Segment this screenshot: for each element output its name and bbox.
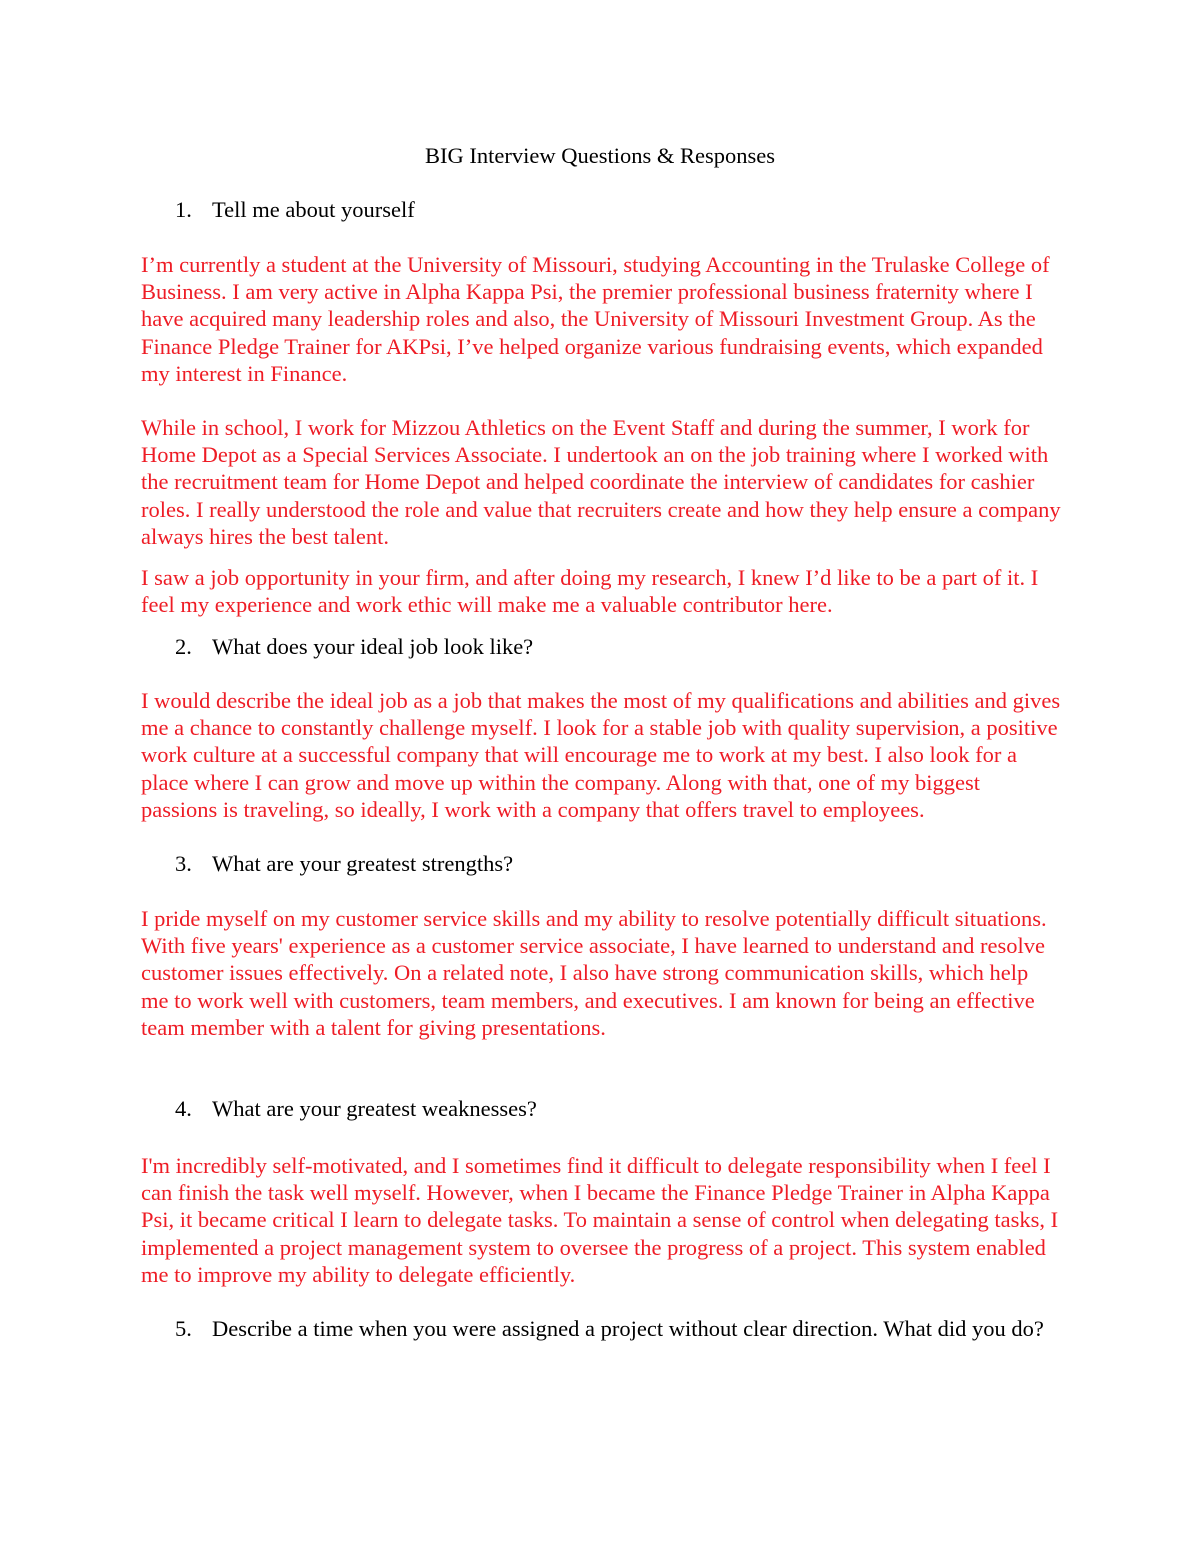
answer-paragraph: [141, 414, 1061, 550]
answer-text: I saw a job opportunity in your firm, and after doing my research, I knew I’d like to be a part of it. I feel my experience and work ethic will make me a valuable contributor here.: [141, 565, 1039, 618]
question-number: 5.: [175, 1316, 192, 1341]
answer-text: I’m currently a student at the University of Missouri, studying Accounting in the Trulaske College of Business. I am very active in Alpha Kappa Psi, the premier professional business fraternity where I have acquired many leadership roles and also, the University of Missouri Investment Group. As the Finance Pledge Trainer for AKPsi, I’ve helped organize various fundraising events, which expanded my interest in Finance.: [141, 252, 1050, 386]
document-title: BIG Interview Questions & Responses: [425, 143, 775, 168]
question-3: [175, 850, 1075, 877]
question-1: [175, 196, 1075, 223]
question-2: [175, 633, 1075, 660]
answer-paragraph: [141, 687, 1061, 823]
answer-text: I would describe the ideal job as a job that makes the most of my qualifications and abilities and gives me a chance to constantly challenge myself. I look for a stable job with quality supervision, a positive work culture at a successful company that will encourage me to work at my best. I also look for a place where I can grow and move up within the company. Along with that, one of my biggest passions is traveling, so ideally, I work with a company that offers travel to employees.: [141, 688, 1061, 822]
question-text: Tell me about yourself: [212, 197, 415, 222]
answer-paragraph: [141, 251, 1061, 387]
answer-paragraph: [141, 564, 1061, 618]
question-number: 4.: [175, 1096, 192, 1121]
answer-text: I'm incredibly self-motivated, and I sometimes find it difficult to delegate responsibility when I feel I can finish the task well myself. However, when I became the Finance Pledge Trainer in Alpha Kappa Psi, it became critical I learn to delegate tasks. To maintain a sense of control when delegating tasks, I implemented a project management system to oversee the progress of a project. This system enabled me to improve my ability to delegate efficiently.: [141, 1153, 1059, 1287]
question-text: What are your greatest strengths?: [212, 851, 514, 876]
question-number: 3.: [175, 851, 192, 876]
question-text: What does your ideal job look like?: [212, 634, 534, 659]
question-text: What are your greatest weaknesses?: [212, 1096, 537, 1121]
answer-paragraph: [141, 905, 1061, 1041]
question-number: 2.: [175, 634, 192, 659]
answer-paragraph: [141, 1152, 1061, 1288]
question-5: [175, 1315, 1075, 1342]
question-number: 1.: [175, 197, 192, 222]
question-text: Describe a time when you were assigned a project without clear direction. What did you do?: [212, 1316, 1044, 1341]
question-4: [175, 1095, 1075, 1122]
answer-text: I pride myself on my customer service skills and my ability to resolve potentially difficult situations. With five years' experience as a customer service associate, I have learned to understand and resolve customer issues effectively. On a related note, I also have strong communication skills, which help me to work well with customers, team members, and executives. I am known for being an effective team member with a talent for giving presentations.: [141, 906, 1047, 1040]
answer-text: While in school, I work for Mizzou Athletics on the Event Staff and during the summer, I work for Home Depot as a Special Services Associate. I undertook an on the job training where I worked with the recruitment team for Home Depot and helped coordinate the interview of candidates for cashier roles. I really understood the role and value that recruiters create and how they help ensure a company always hires the best talent.: [141, 415, 1061, 549]
